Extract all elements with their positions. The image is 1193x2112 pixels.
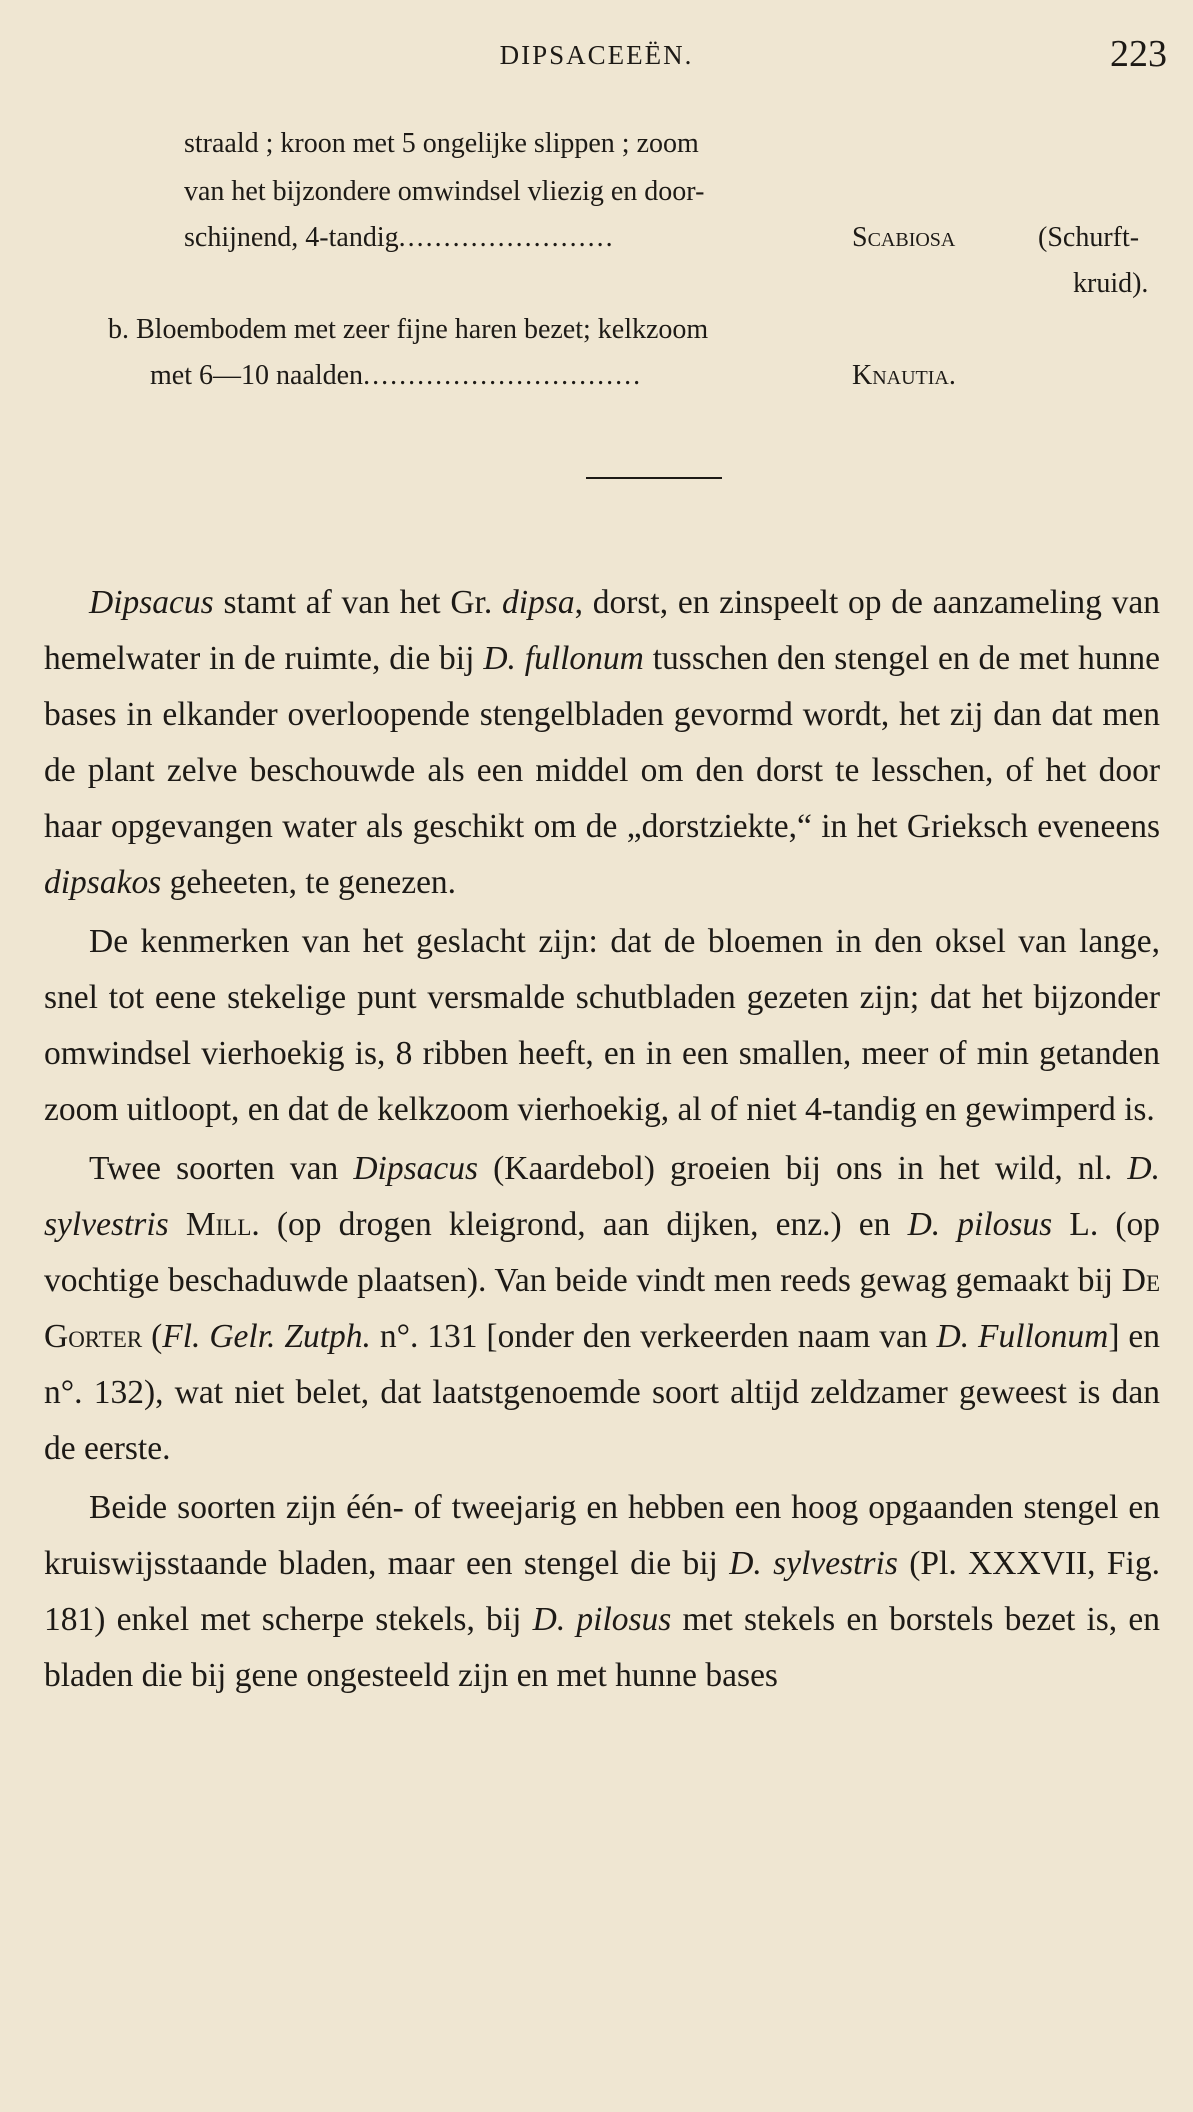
key-genus-knautia: Knautia. [852, 360, 956, 391]
key-leader: ............................... [363, 360, 643, 391]
paragraph-4 [44, 1480, 1160, 1704]
key-line-2: van het bijzondere omwindsel vliezig en door- [184, 176, 705, 207]
text-run: tusschen den stengel en de met hunne bases in elkander overloopende stengelbladen gevormd wordt, het zij dan dat men de plant zelve beschouwde als een middel om den dorst te lesschen, of het door haar opgevangen water als geschikt om de „dorstziekte,“ in het Grieksch eveneens [44, 640, 1160, 845]
text-run: L. (op vochtige beschaduwde plaatsen). Van beide vindt men reeds gewag gemaakt bij [44, 1206, 1160, 1299]
text-run: (Pl. XXXVII, Fig. 181) enkel met scherpe stekels, bij [44, 1545, 1160, 1638]
taxon-name: Dipsacus [353, 1150, 479, 1187]
key-genus-scabiosa: Scabiosa [852, 222, 956, 253]
work-title: Fl. Gelr. Zutph. [162, 1318, 371, 1355]
paragraph-2: De kenmerken van het geslacht zijn: dat de bloemen in den oksel van lange, snel tot eene stekelige punt versmalde schutbladen gezeten zijn; dat het bijzonder omwindsel vierhoekig is, 8 ribben heeft, en in een smallen, meer of min getanden zoom uitloopt, en dat de kelkzoom vierhoekig, al of niet 4-tandig en gewimperd is. [44, 923, 1160, 1128]
running-title: DIPSACEEËN. [499, 40, 694, 70]
key-line-6-text: met 6—10 naalden [150, 360, 364, 391]
text-run: geheeten, te genezen. [161, 864, 457, 901]
text-run: Twee soorten van [89, 1150, 354, 1187]
text-run: Beide soorten zijn één- of tweejarig en hebben een hoog opgaanden stengel en kruiswijsstaande bladen, maar een stengel die bij [44, 1489, 1160, 1582]
key-line-6 [150, 360, 642, 392]
taxon-name: Dipsacus [89, 584, 214, 621]
key-line-5: b. Bloembodem met zeer fijne haren bezet; kelkzoom [108, 314, 709, 345]
key-line-3-text: schijnend, 4-tandig [184, 222, 399, 253]
text-run: , dorst, en zinspeelt op de aanzameling van hemelwater in de ruimte, die bij [44, 584, 1160, 677]
key-line-3 [184, 222, 615, 254]
text-run: (Kaardebol) groeien bij ons in het wild, nl. [478, 1150, 1128, 1187]
body-text [44, 575, 1160, 1707]
paragraph-1 [44, 575, 1160, 911]
text-run: ( [142, 1318, 163, 1355]
paragraph-3 [44, 1141, 1160, 1477]
taxon-name: D. sylvestris [729, 1545, 898, 1582]
section-divider [586, 477, 722, 479]
text-run: n°. 131 [onder den verkeerden naam van [370, 1318, 937, 1355]
taxon-name: D. pilosus [532, 1601, 672, 1638]
greek-term: dipsakos [44, 864, 162, 901]
key-common-name: (Schurft- [1038, 222, 1140, 253]
taxon-name: D. sylvestris [44, 1150, 1160, 1243]
taxon-name: D. pilosus [907, 1206, 1053, 1243]
key-line-4: kruid). [1073, 268, 1149, 299]
text-run: ] en n°. 132), wat niet belet, dat laatstgenoemde soort altijd zeldzamer geweest is dan de eerste. [44, 1318, 1161, 1467]
author-name: Mill. [185, 1206, 260, 1243]
taxon-name: D. Fullonum [936, 1318, 1109, 1355]
author-name: De Gorter [44, 1262, 1160, 1355]
text-run [169, 1206, 186, 1243]
text-run: stamt af van het Gr. [213, 584, 502, 621]
key-line-1: straald ; kroon met 5 ongelijke slippen ; zoom [184, 128, 699, 159]
text-run: (op drogen kleigrond, aan dijken, enz.) en [259, 1206, 908, 1243]
greek-term: dipsa [501, 584, 575, 621]
page-number: 223 [1110, 33, 1167, 75]
taxon-name: D. fullonum [483, 640, 644, 677]
text-run: met stekels en borstels bezet is, en bladen die bij gene ongesteeld zijn en met hunne bases [44, 1601, 1161, 1694]
key-leader: ........................ [398, 222, 615, 253]
